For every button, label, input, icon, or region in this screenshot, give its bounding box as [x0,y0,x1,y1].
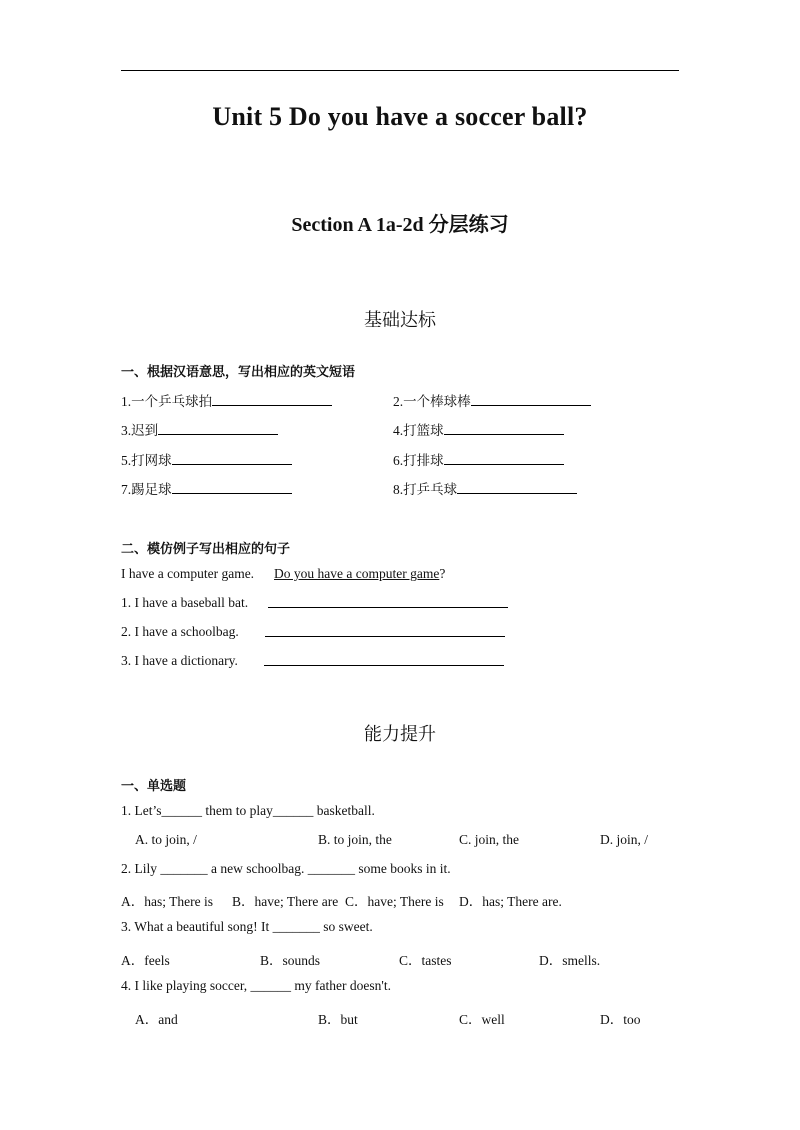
sentence-item: 2. I have a schoolbag. [121,624,239,639]
phrase-item: 1.一个乒乓球拍 [121,390,332,410]
example-sentence: I have a computer game. [121,566,255,581]
advanced-level-heading: 能力提升 [364,724,436,745]
sentence-item: 3. I have a dictionary. [121,653,238,668]
option[interactable]: A. to join, / [135,832,197,847]
sentence-item: 1. I have a baseball bat. [121,595,249,610]
answer-blank[interactable] [457,481,577,494]
answer-blank[interactable] [265,624,505,637]
phrase-item: 3.迟到 [121,419,278,439]
example-line [121,566,254,582]
option[interactable]: B．but [318,1012,358,1027]
sentence-blank-wrap [264,653,504,670]
option[interactable]: D. join, / [600,832,649,847]
section-subtitle: Section A 1a-2d 分层练习 [291,214,509,236]
answer-blank[interactable] [158,422,278,435]
option[interactable]: A．has; There is [121,894,213,909]
option[interactable]: C. join, the [459,832,519,847]
answer-blank[interactable] [264,653,504,666]
example-answer: Do you have a computer game [274,566,440,581]
top-rule [121,70,679,71]
option[interactable]: D．too [600,1012,641,1027]
example-answer-line: Do you have a computer game? [274,566,446,581]
phrase-item: 2.一个棒球棒 [393,390,591,410]
answer-blank[interactable] [444,422,564,435]
sentence-blank-wrap [265,624,505,641]
option[interactable]: C．tastes [399,953,452,968]
option[interactable]: B. to join, the [318,832,392,847]
part3-heading: 一、单选题 [121,779,187,794]
basic-level-heading: 基础达标 [364,310,436,331]
part1-heading: 一、根据汉语意思，写出相应的英文短语 [121,365,356,380]
option[interactable]: C．well [459,1012,505,1027]
phrase-item: 8.打乒乓球 [393,478,577,498]
option[interactable]: C．have; There is [345,894,444,909]
option[interactable]: B．sounds [260,953,321,968]
phrase-item: 4.打篮球 [393,419,564,439]
question-stem: 3. What a beautiful song! It _______ so sweet. [121,919,373,934]
question-stem: 4. I like playing soccer, ______ my father doesn't. [121,978,391,993]
answer-blank[interactable] [444,452,564,465]
answer-blank[interactable] [172,452,292,465]
phrase-item: 6.打排球 [393,449,564,469]
option[interactable]: D．has; There are. [459,894,562,909]
question-stem: 1. Let’s______ them to play______ basketball. [121,803,375,818]
answer-blank[interactable] [172,481,292,494]
option[interactable]: B．have; There are [232,894,339,909]
option[interactable]: A．feels [121,953,170,968]
answer-blank[interactable] [268,595,508,608]
answer-blank[interactable] [212,393,332,406]
option[interactable]: D．smells. [539,953,601,968]
phrase-item: 7.踢足球 [121,478,292,498]
part2-heading: 二、模仿例子写出相应的句子 [121,542,291,557]
sentence-blank-wrap [268,595,508,612]
option[interactable]: A．and [135,1012,178,1027]
phrase-item: 5.打网球 [121,449,292,469]
answer-blank[interactable] [471,393,591,406]
question-stem: 2. Lily _______ a new schoolbag. _______ some books in it. [121,861,451,876]
page-title: Unit 5 Do you have a soccer ball? [212,102,588,131]
